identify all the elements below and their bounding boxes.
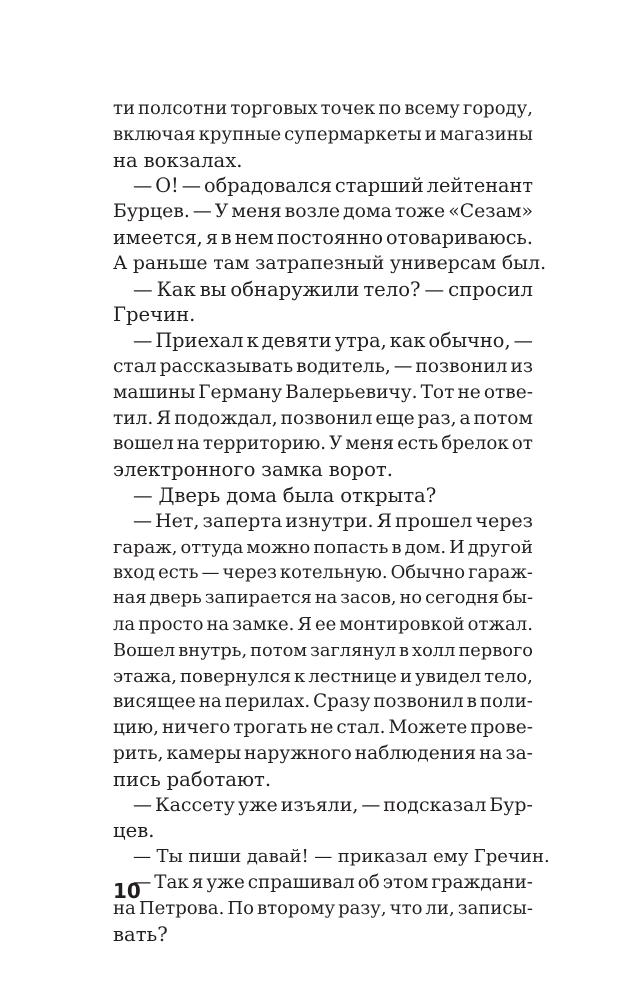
text-line: — Ты пиши давай! — приказал ему Гречин. [133, 846, 550, 868]
text-line: — Дверь дома была открыта? [133, 483, 437, 507]
text-line: — Как вы обнаружили тело? — спросил [133, 277, 533, 301]
text-line: гараж, оттуда можно попасть в дом. И другой [113, 536, 533, 558]
text-line: ла просто на замке. Я ее монтировкой отжал. [113, 613, 533, 635]
text-line: электронного замка ворот. [113, 458, 393, 482]
text-line: цев. [113, 819, 155, 843]
text-line: включая крупные супермаркеты и магазины [113, 123, 533, 145]
text-line: ная дверь запирается на засов, но сегодня бы- [113, 588, 533, 609]
text-line: — Нет, заперта изнутри. Я прошел через [133, 509, 533, 532]
text-line: Бурцев. — У меня возле дома тоже «Сезам» [113, 201, 533, 223]
body-text [113, 96, 550, 947]
text-line: имеется, я в нем постоянно отовариваюсь. [113, 225, 533, 249]
text-line: тил. Я подождал, позвонил еще раз, а потом [113, 407, 533, 429]
text-line: на Петрова. По второму разу, что ли, записы- [113, 897, 533, 919]
text-line: на вокзалах. [113, 148, 243, 172]
text-line: А раньше там затрапезный универсам был. [113, 252, 547, 274]
text-line: — Приехал к девяти утра, как обычно, — [133, 329, 533, 353]
text-line: — Кассету уже изъяли, — подсказал Бур- [133, 793, 533, 816]
text-line: вход есть — через котельную. Обычно гараж- [113, 562, 533, 584]
text-line: ти полсотни торговых точек по всему городу, [113, 98, 533, 119]
text-line: этажа, повернулся к лестнице и увидел тело, [113, 665, 533, 687]
text-line: рить, камеры наружного наблюдения на за- [113, 742, 533, 764]
text-line: пись работают. [113, 767, 272, 791]
text-line: вошел на территорию. У меня есть брелок от [113, 433, 533, 455]
text-line: цию, ничего трогать не стал. Можете прове- [113, 717, 533, 739]
text-line: вать? [113, 922, 168, 946]
text-line: Гречин. [113, 303, 196, 327]
page-number: 10 [113, 879, 141, 903]
text-line: висящее на перилах. Сразу позвонил в поли- [113, 691, 533, 713]
text-line: стал рассказывать водитель, — позвонил из [113, 355, 533, 377]
text-line: машины Герману Валерьевичу. Тот не отве- [113, 381, 533, 403]
text-line: — О! — обрадовался старший лейтенант [133, 174, 533, 198]
text-line: — Так я уже спрашивал об этом граждани- [133, 871, 533, 893]
text-line: Вошел внутрь, потом заглянул в холл первого [113, 639, 533, 661]
